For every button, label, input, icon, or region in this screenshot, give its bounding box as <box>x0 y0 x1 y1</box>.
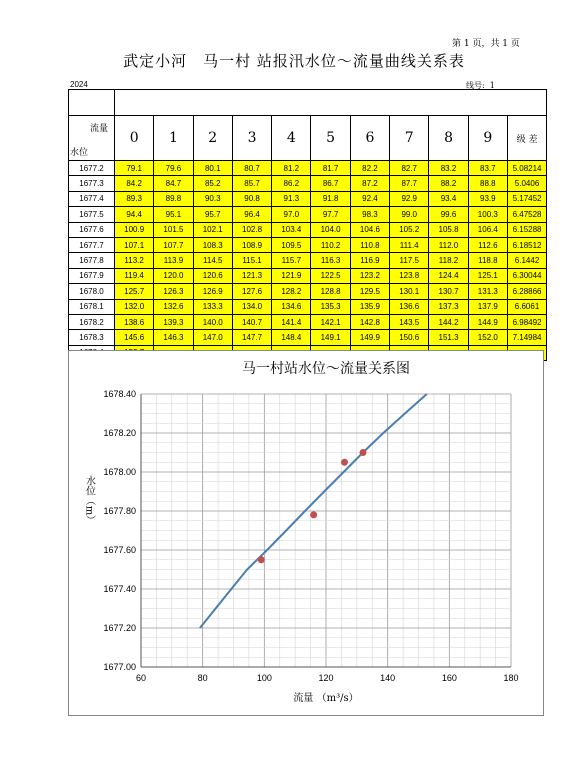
table-row <box>69 314 547 329</box>
line-number-label: 线号: <box>466 81 485 90</box>
flow-cell: 98.3 <box>350 207 389 222</box>
flow-cell: 128.2 <box>272 284 311 299</box>
observed-point <box>360 449 367 456</box>
y-tick-label: 1677.60 <box>103 545 136 555</box>
flow-cell: 95.1 <box>154 207 193 222</box>
flow-cell: 147.0 <box>193 330 232 345</box>
table-row <box>69 330 547 345</box>
x-tick-label: 140 <box>380 673 396 683</box>
flow-cell: 92.4 <box>350 191 389 206</box>
flow-cell: 140.7 <box>232 314 271 329</box>
flow-cell: 87.2 <box>350 176 389 191</box>
flow-cell: 90.8 <box>232 191 271 206</box>
digit-header: 6 <box>350 116 389 161</box>
level-cell: 1677.3 <box>69 176 115 191</box>
flow-cell: 152.0 <box>468 330 507 345</box>
flow-cell: 123.8 <box>390 268 429 283</box>
y-axis-label: 水位（m） <box>83 475 95 526</box>
diff-cell: 6.1442 <box>507 253 546 268</box>
table-row <box>69 207 547 222</box>
flow-cell: 111.4 <box>390 237 429 252</box>
digit-header: 9 <box>468 116 507 161</box>
flow-cell: 108.9 <box>232 237 271 252</box>
diff-cell: 6.47528 <box>507 207 546 222</box>
flow-cell: 82.2 <box>350 161 389 176</box>
flow-cell: 108.3 <box>193 237 232 252</box>
flow-cell: 149.1 <box>311 330 350 345</box>
flow-cell: 112.6 <box>468 237 507 252</box>
flow-cell: 100.9 <box>115 222 154 237</box>
level-cell: 1677.2 <box>69 161 115 176</box>
flow-cell: 114.5 <box>193 253 232 268</box>
flow-cell: 97.0 <box>272 207 311 222</box>
flow-cell: 110.2 <box>311 237 350 252</box>
flow-cell: 97.7 <box>311 207 350 222</box>
diff-header: 级 差 <box>507 116 546 161</box>
flow-cell: 102.1 <box>193 222 232 237</box>
flow-cell: 132.6 <box>154 299 193 314</box>
flow-cell: 122.5 <box>311 268 350 283</box>
flow-cell: 135.3 <box>311 299 350 314</box>
flow-cell: 126.9 <box>193 284 232 299</box>
digit-header: 7 <box>390 116 429 161</box>
observed-point <box>258 556 265 563</box>
table-row <box>69 176 547 191</box>
table-row <box>69 268 547 283</box>
flow-cell: 139.3 <box>154 314 193 329</box>
flow-cell: 146.3 <box>154 330 193 345</box>
digit-header: 8 <box>429 116 468 161</box>
table-row <box>69 191 547 206</box>
x-tick-label: 160 <box>441 673 457 683</box>
flow-cell: 91.3 <box>272 191 311 206</box>
diff-cell: 5.08214 <box>507 161 546 176</box>
x-tick-label: 120 <box>318 673 334 683</box>
level-cell: 1678.2 <box>69 314 115 329</box>
flow-cell: 104.0 <box>311 222 350 237</box>
flow-cell: 83.2 <box>429 161 468 176</box>
level-cell: 1677.5 <box>69 207 115 222</box>
flow-cell: 101.5 <box>154 222 193 237</box>
table-row <box>69 299 547 314</box>
rating-table <box>68 89 547 361</box>
flow-cell: 93.4 <box>429 191 468 206</box>
flow-cell: 89.8 <box>154 191 193 206</box>
flow-cell: 88.2 <box>429 176 468 191</box>
flow-cell: 123.2 <box>350 268 389 283</box>
flow-cell: 91.8 <box>311 191 350 206</box>
x-axis-label: 流量 （m³/s） <box>293 693 359 704</box>
flow-cell: 86.7 <box>311 176 350 191</box>
flow-cell: 93.9 <box>468 191 507 206</box>
flow-cell: 118.8 <box>468 253 507 268</box>
flow-cell: 86.2 <box>272 176 311 191</box>
year-label: 2024 <box>70 80 88 89</box>
observed-point <box>310 511 317 518</box>
flow-cell: 115.7 <box>272 253 311 268</box>
flow-cell: 92.9 <box>390 191 429 206</box>
flow-cell: 137.3 <box>429 299 468 314</box>
flow-cell: 88.8 <box>468 176 507 191</box>
level-cell: 1677.8 <box>69 253 115 268</box>
flow-cell: 99.0 <box>390 207 429 222</box>
flow-cell: 79.6 <box>154 161 193 176</box>
chart-svg <box>69 351 543 715</box>
observed-point <box>341 459 348 466</box>
table-row <box>69 284 547 299</box>
y-tick-label: 1678.40 <box>103 389 136 399</box>
flow-cell: 128.8 <box>311 284 350 299</box>
digit-header: 3 <box>232 116 271 161</box>
flow-cell: 124.4 <box>429 268 468 283</box>
y-tick-label: 1677.80 <box>103 506 136 516</box>
flow-cell: 85.2 <box>193 176 232 191</box>
flow-cell: 149.9 <box>350 330 389 345</box>
y-tick-label: 1678.00 <box>103 467 136 477</box>
flow-cell: 89.3 <box>115 191 154 206</box>
page-info: 第 1 页，共 1 页 <box>452 39 520 49</box>
flow-cell: 113.2 <box>115 253 154 268</box>
table-row <box>69 253 547 268</box>
flow-cell: 110.8 <box>350 237 389 252</box>
flow-cell: 82.7 <box>390 161 429 176</box>
level-cell: 1678.1 <box>69 299 115 314</box>
flow-cell: 107.7 <box>154 237 193 252</box>
diff-cell: 6.18512 <box>507 237 546 252</box>
flow-cell: 136.6 <box>390 299 429 314</box>
diff-cell: 7.14984 <box>507 330 546 345</box>
flow-cell: 116.3 <box>311 253 350 268</box>
diff-cell: 6.28866 <box>507 284 546 299</box>
flow-cell: 145.6 <box>115 330 154 345</box>
flow-cell: 84.7 <box>154 176 193 191</box>
table-row <box>69 222 547 237</box>
flow-cell: 134.0 <box>232 299 271 314</box>
flow-cell: 119.4 <box>115 268 154 283</box>
flow-cell: 133.3 <box>193 299 232 314</box>
flow-cell: 143.5 <box>390 314 429 329</box>
flow-cell: 141.4 <box>272 314 311 329</box>
flow-cell: 120.0 <box>154 268 193 283</box>
level-cell: 1678.3 <box>69 330 115 345</box>
diff-cell: 6.98492 <box>507 314 546 329</box>
flow-cell: 126.3 <box>154 284 193 299</box>
flow-cell: 142.1 <box>311 314 350 329</box>
x-tick-label: 180 <box>503 673 519 683</box>
table-row <box>69 237 547 252</box>
diff-cell: 6.6061 <box>507 299 546 314</box>
flow-cell: 115.1 <box>232 253 271 268</box>
flow-cell: 140.0 <box>193 314 232 329</box>
flow-cell: 142.8 <box>350 314 389 329</box>
flow-cell: 117.5 <box>390 253 429 268</box>
flow-cell: 100.3 <box>468 207 507 222</box>
flow-cell: 120.6 <box>193 268 232 283</box>
flow-cell: 83.7 <box>468 161 507 176</box>
flow-cell: 125.7 <box>115 284 154 299</box>
table-header-row <box>69 116 547 161</box>
flow-cell: 118.2 <box>429 253 468 268</box>
chart-title: 马一村站水位～流量关系图 <box>242 361 410 377</box>
table-blank-row <box>69 90 547 116</box>
flow-cell: 81.7 <box>311 161 350 176</box>
diff-cell: 5.0406 <box>507 176 546 191</box>
flow-cell: 138.6 <box>115 314 154 329</box>
level-cell: 1677.4 <box>69 191 115 206</box>
diff-cell: 5.17452 <box>507 191 546 206</box>
flow-cell: 137.9 <box>468 299 507 314</box>
flow-cell: 79.1 <box>115 161 154 176</box>
y-tick-label: 1677.40 <box>103 584 136 594</box>
flow-cell: 104.6 <box>350 222 389 237</box>
diff-cell: 6.15288 <box>507 222 546 237</box>
flow-cell: 109.5 <box>272 237 311 252</box>
flow-cell: 151.3 <box>429 330 468 345</box>
flow-cell: 148.4 <box>272 330 311 345</box>
x-tick-label: 60 <box>135 673 147 683</box>
chart-panel <box>68 350 544 716</box>
flow-cell: 131.3 <box>468 284 507 299</box>
flow-cell: 85.7 <box>232 176 271 191</box>
flow-cell: 99.6 <box>429 207 468 222</box>
flow-cell: 127.6 <box>232 284 271 299</box>
flow-cell: 147.7 <box>232 330 271 345</box>
flow-cell: 144.9 <box>468 314 507 329</box>
flow-cell: 130.1 <box>390 284 429 299</box>
flow-cell: 134.6 <box>272 299 311 314</box>
flow-cell: 116.9 <box>350 253 389 268</box>
digit-header: 0 <box>115 116 154 161</box>
level-cell: 1678.0 <box>69 284 115 299</box>
flow-cell: 105.2 <box>390 222 429 237</box>
diff-cell: 6.30044 <box>507 268 546 283</box>
level-cell: 1677.9 <box>69 268 115 283</box>
flow-cell: 80.1 <box>193 161 232 176</box>
table-row <box>69 161 547 176</box>
flow-cell: 121.3 <box>232 268 271 283</box>
flow-cell: 96.4 <box>232 207 271 222</box>
flow-cell: 112.0 <box>429 237 468 252</box>
flow-cell: 135.9 <box>350 299 389 314</box>
flow-cell: 129.5 <box>350 284 389 299</box>
flow-cell: 95.7 <box>193 207 232 222</box>
flow-cell: 80.7 <box>232 161 271 176</box>
page-title: 武定小河 马一村 站报汛水位～流量曲线关系表 <box>123 52 465 70</box>
level-cell: 1677.7 <box>69 237 115 252</box>
digit-header: 5 <box>311 116 350 161</box>
y-tick-label: 1678.20 <box>103 428 136 438</box>
line-number-value: 1 <box>489 81 495 90</box>
digit-header: 2 <box>193 116 232 161</box>
flow-cell: 150.6 <box>390 330 429 345</box>
digit-header: 1 <box>154 116 193 161</box>
flow-cell: 87.7 <box>390 176 429 191</box>
level-cell: 1677.6 <box>69 222 115 237</box>
y-tick-label: 1677.00 <box>103 662 136 672</box>
flow-cell: 121.9 <box>272 268 311 283</box>
flow-cell: 102.8 <box>232 222 271 237</box>
x-tick-label: 80 <box>197 673 208 683</box>
flow-cell: 84.2 <box>115 176 154 191</box>
flow-cell: 106.4 <box>468 222 507 237</box>
table-corner-cell <box>69 116 115 161</box>
flow-cell: 130.7 <box>429 284 468 299</box>
flow-cell: 105.8 <box>429 222 468 237</box>
flow-cell: 144.2 <box>429 314 468 329</box>
flow-cell: 103.4 <box>272 222 311 237</box>
flow-cell: 113.9 <box>154 253 193 268</box>
rating-curve-chart <box>69 351 543 715</box>
flow-cell: 90.3 <box>193 191 232 206</box>
flow-cell: 132.0 <box>115 299 154 314</box>
corner-flow-label: 流量 <box>89 123 108 133</box>
corner-level-label: 水位 <box>70 147 89 157</box>
digit-header: 4 <box>272 116 311 161</box>
flow-cell: 125.1 <box>468 268 507 283</box>
y-tick-label: 1677.20 <box>103 623 136 633</box>
flow-cell: 94.4 <box>115 207 154 222</box>
flow-cell: 107.1 <box>115 237 154 252</box>
flow-cell: 81.2 <box>272 161 311 176</box>
x-tick-label: 100 <box>256 673 272 683</box>
